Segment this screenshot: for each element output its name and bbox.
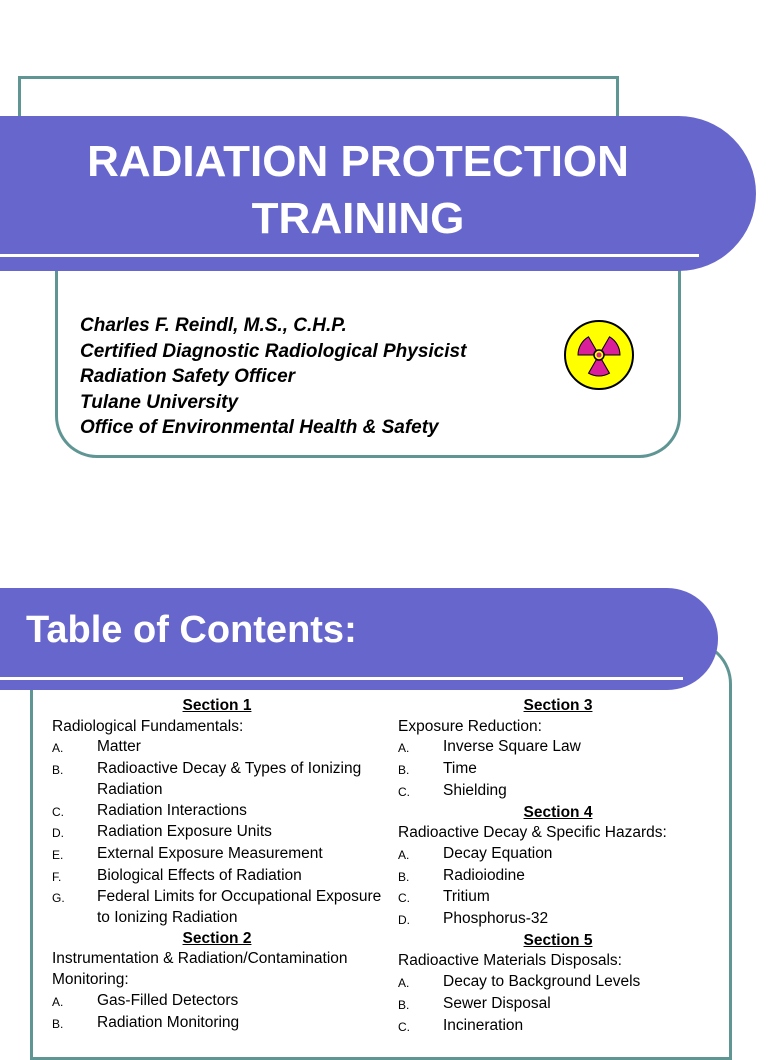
toc-item-text: Phosphorus-32 <box>443 910 549 928</box>
section-heading: Section 1 <box>182 697 252 714</box>
toc-item-letter: G. <box>52 891 65 906</box>
toc-item <box>398 909 718 931</box>
toc-item-letter: D. <box>398 913 410 928</box>
toc-item-text: Incineration <box>443 1016 524 1034</box>
toc-item-text: External Exposure Measurement <box>97 844 323 862</box>
toc-left-column <box>52 696 382 1034</box>
toc-item <box>52 801 382 823</box>
author-name: Charles F. Reindl, M.S., C.H.P. <box>80 315 347 336</box>
toc-item-text: Radiation Monitoring <box>97 1013 240 1031</box>
toc-title: Table of Contents: <box>26 609 357 651</box>
toc-item-text: Shielding <box>443 781 507 799</box>
toc-item-letter: C. <box>52 804 64 819</box>
radiation-trefoil-icon <box>562 318 636 392</box>
title-line-1: RADIATION PROTECTION <box>87 137 629 186</box>
section-heading: Section 2 <box>182 929 252 947</box>
toc-item <box>52 822 382 844</box>
toc-item <box>52 887 382 928</box>
toc-item-letter: B. <box>52 1016 64 1031</box>
section-subtitle: Instrumentation & Radiation/Contamination Monitoring: <box>52 950 348 989</box>
toc-item-text: Radiation Exposure Units <box>97 823 272 841</box>
toc-item-letter: C. <box>398 1019 410 1034</box>
author-credential: Certified Diagnostic Radiological Physicist <box>80 340 467 362</box>
toc-item-letter: C. <box>398 784 410 799</box>
section-heading: Section 4 <box>523 803 593 821</box>
toc-item-letter: B. <box>398 869 410 884</box>
toc-item-letter: A. <box>52 994 64 1009</box>
toc-item-letter: A. <box>398 741 410 756</box>
author-office: Office of Environmental Health & Safety <box>80 417 439 438</box>
author-institution: Tulane University <box>80 391 239 413</box>
section-heading: Section 5 <box>523 931 593 949</box>
author-role: Radiation Safety Officer <box>80 366 296 387</box>
toc-right-column <box>398 696 718 1037</box>
toc-item-letter: E. <box>52 847 64 862</box>
slide2-banner-divider <box>0 677 683 680</box>
toc-item <box>398 1016 718 1038</box>
toc-item-letter: A. <box>52 741 64 756</box>
toc-item-letter: B. <box>398 763 410 778</box>
toc-item <box>52 737 382 759</box>
toc-item-text: Time <box>443 760 477 778</box>
toc-item <box>52 759 382 800</box>
toc-item-text: Inverse Square Law <box>443 738 581 756</box>
toc-item-text: Federal Limits for Occupational Exposure to Ionizing Radiation <box>97 888 382 927</box>
toc-item <box>398 844 718 866</box>
slide1-title <box>0 133 716 247</box>
toc-item-letter: A. <box>398 847 410 862</box>
section-heading: Section 3 <box>523 697 593 714</box>
toc-item <box>398 759 718 781</box>
toc-item-text: Matter <box>97 738 141 756</box>
section-subtitle: Radioactive Decay & Specific Hazards: <box>398 824 667 842</box>
toc-item-letter: F. <box>52 869 62 884</box>
toc-item <box>398 972 718 994</box>
toc-item-text: Sewer Disposal <box>443 994 551 1012</box>
toc-item-letter: A. <box>398 976 410 991</box>
toc-item-text: Tritium <box>443 888 490 906</box>
toc-item <box>52 991 382 1013</box>
toc-item-text: Decay Equation <box>443 844 553 862</box>
toc-item <box>398 737 718 759</box>
toc-item <box>398 781 718 803</box>
section-subtitle: Radioactive Materials Disposals: <box>398 952 622 970</box>
title-line-2: TRAINING <box>251 194 465 243</box>
toc-item <box>52 866 382 888</box>
toc-item-letter: C. <box>398 891 410 906</box>
toc-item-text: Decay to Background Levels <box>443 973 641 991</box>
toc-item-text: Radiation Interactions <box>97 801 247 819</box>
slide1-banner-divider <box>0 254 699 257</box>
toc-item <box>52 1013 382 1035</box>
toc-item-text: Biological Effects of Radiation <box>97 866 302 884</box>
toc-item <box>398 866 718 888</box>
toc-item <box>52 844 382 866</box>
toc-item-letter: D. <box>52 826 64 841</box>
toc-item <box>398 887 718 909</box>
toc-item-letter: B. <box>52 763 64 778</box>
toc-item-text: Radioactive Decay & Types of Ionizing Radiation <box>97 760 362 798</box>
toc-item-text: Gas-Filled Detectors <box>97 991 239 1009</box>
section-subtitle: Exposure Reduction: <box>398 717 542 735</box>
toc-item-text: Radioiodine <box>443 866 525 884</box>
toc-item-letter: B. <box>398 997 410 1012</box>
author-block <box>80 313 466 441</box>
section-subtitle: Radiological Fundamentals: <box>52 717 244 735</box>
toc-item <box>398 994 718 1016</box>
